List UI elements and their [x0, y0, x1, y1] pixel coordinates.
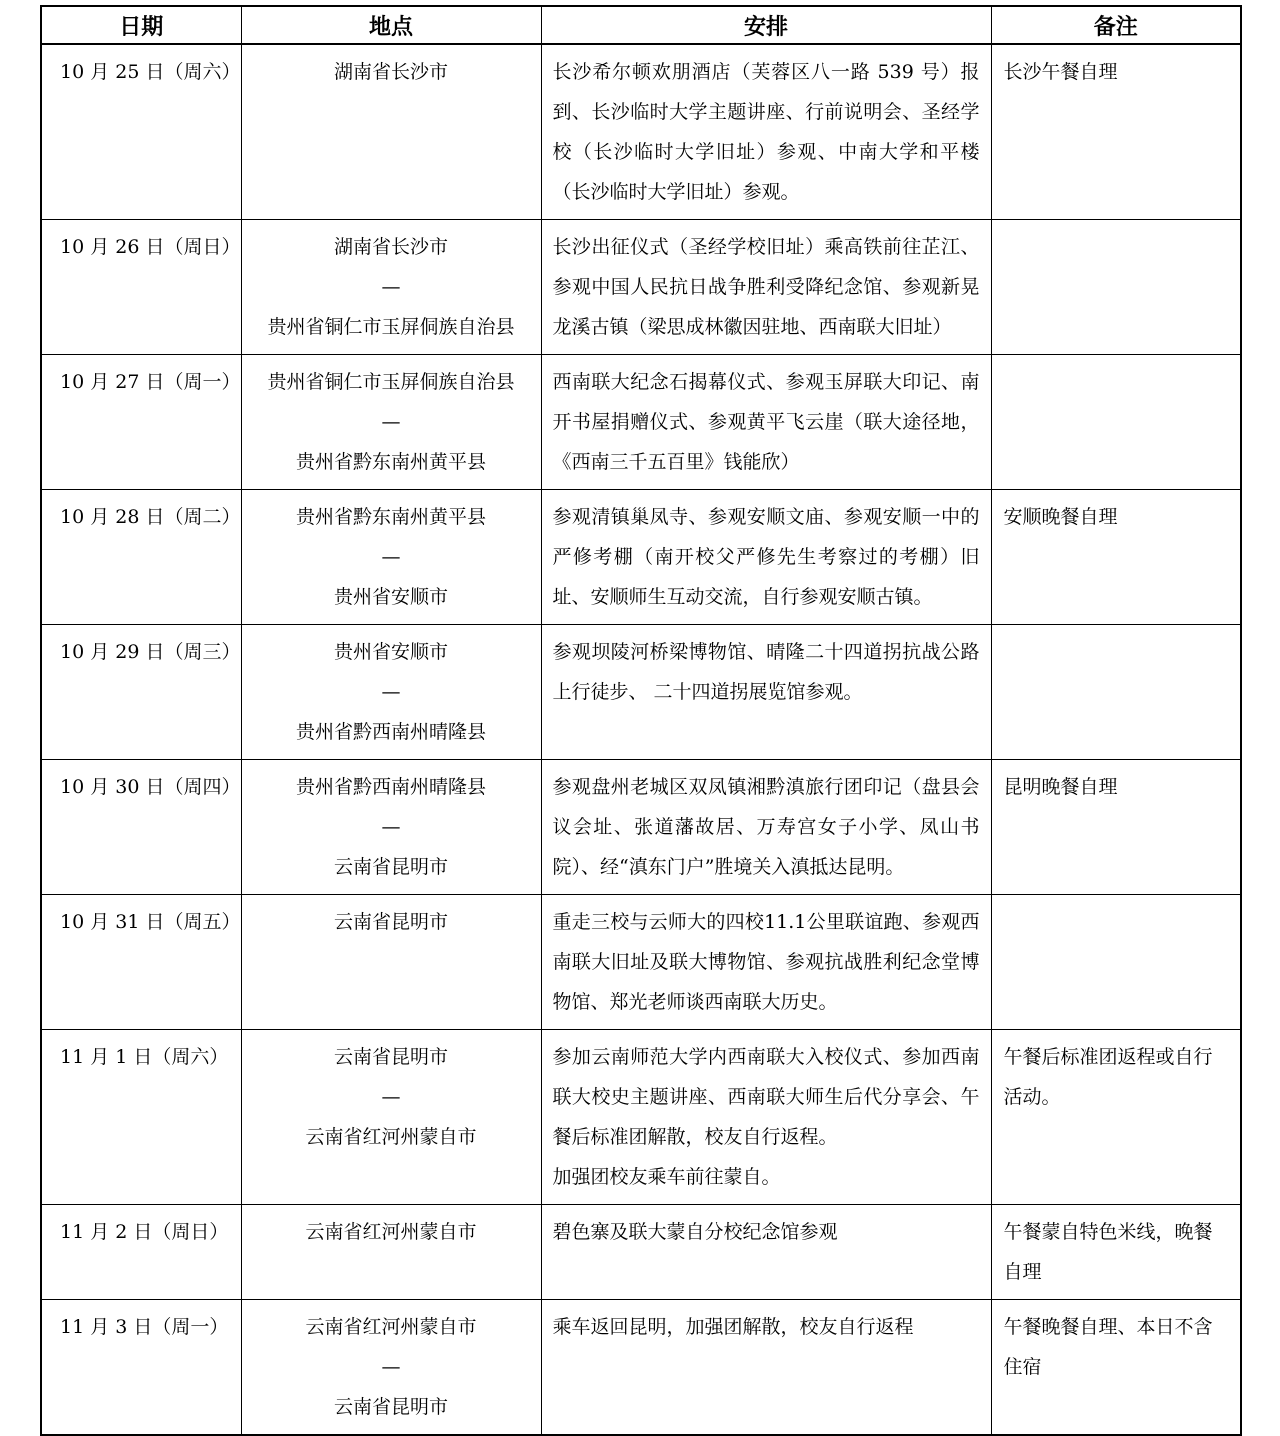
text-line: 贵州省铜仁市玉屏侗族自治县 — [267, 371, 515, 393]
arrangement-cell — [541, 760, 991, 895]
header-arrangement: 安排 — [541, 6, 991, 44]
table-row — [41, 895, 1241, 1030]
arrangement-cell — [541, 220, 991, 355]
text-line: — — [381, 1086, 401, 1108]
header-note: 备注 — [991, 6, 1241, 44]
arrangement-cell — [541, 355, 991, 490]
note-cell — [991, 355, 1241, 490]
text-line: 湖南省长沙市 — [333, 236, 448, 258]
header-location: 地点 — [241, 6, 541, 44]
text-line: 云南省昆明市 — [333, 911, 448, 933]
itinerary-table — [40, 5, 1242, 1436]
arrangement-cell — [541, 895, 991, 1030]
location-cell — [241, 625, 541, 760]
table-row — [41, 1300, 1241, 1436]
location-cell — [241, 1300, 541, 1436]
arrangement-cell — [541, 625, 991, 760]
arrangement-cell — [541, 1205, 991, 1300]
text-line: 云南省昆明市 — [333, 1396, 448, 1418]
table-row — [41, 1205, 1241, 1300]
text-line: 参观坝陵河桥梁博物馆、晴隆二十四道拐抗战公路上行徒步、 二十四道拐展览馆参观。 — [552, 641, 980, 703]
location-cell — [241, 220, 541, 355]
note-cell — [991, 895, 1241, 1030]
text-line: 贵州省安顺市 — [333, 641, 448, 663]
text-line: — — [381, 411, 401, 433]
arrangement-cell — [541, 1300, 991, 1436]
text-line: 乘车返回昆明，加强团解散，校友自行返程 — [552, 1316, 914, 1338]
date-cell: 11 月 3 日（周一） — [41, 1300, 241, 1436]
header-row — [41, 6, 1241, 44]
note-cell: 午餐晚餐自理、本日不含住宿 — [991, 1300, 1241, 1436]
date-cell: 10 月 30 日（周四） — [41, 760, 241, 895]
table-row — [41, 220, 1241, 355]
date-cell: 10 月 26 日（周日） — [41, 220, 241, 355]
location-cell — [241, 1205, 541, 1300]
date-cell: 10 月 27 日（周一） — [41, 355, 241, 490]
text-line: 重走三校与云师大的四校11.1公里联谊跑、参观西南联大旧址及联大博物馆、参观抗战胜利纪念堂博物馆、郑光老师谈西南联大历史。 — [552, 911, 980, 1013]
date-cell: 10 月 31 日（周五） — [41, 895, 241, 1030]
text-line: 云南省红河州蒙自市 — [305, 1221, 477, 1243]
note-cell: 午餐后标准团返程或自行活动。 — [991, 1030, 1241, 1205]
note-cell: 午餐蒙自特色米线，晚餐自理 — [991, 1205, 1241, 1300]
arrangement-cell — [541, 44, 991, 220]
text-line: 贵州省安顺市 — [333, 586, 448, 608]
location-cell — [241, 44, 541, 220]
text-line: — — [381, 681, 401, 703]
document-page — [40, 5, 1240, 1436]
date-cell: 10 月 28 日（周二） — [41, 490, 241, 625]
date-cell: 11 月 1 日（周六） — [41, 1030, 241, 1205]
text-line: 加强团校友乘车前往蒙自。 — [552, 1166, 781, 1188]
text-line: — — [381, 1356, 401, 1378]
text-line: 云南省红河州蒙自市 — [305, 1316, 477, 1338]
location-cell — [241, 355, 541, 490]
note-cell — [991, 625, 1241, 760]
text-line: 长沙出征仪式（圣经学校旧址）乘高铁前往芷江、参观中国人民抗日战争胜利受降纪念馆、参观新晃龙溪古镇（梁思成林徽因驻地、西南联大旧址） — [552, 236, 980, 338]
table-row — [41, 625, 1241, 760]
date-cell: 11 月 2 日（周日） — [41, 1205, 241, 1300]
text-line: 参观盘州老城区双凤镇湘黔滇旅行团印记（盘县会议会址、张道藩故居、万寿宫女子小学、凤山书院）、经“滇东门户”胜境关入滇抵达昆明。 — [552, 776, 980, 878]
table-row — [41, 44, 1241, 220]
arrangement-cell — [541, 1030, 991, 1205]
note-cell: 长沙午餐自理 — [991, 44, 1241, 220]
text-line: 云南省昆明市 — [333, 1046, 448, 1068]
arrangement-cell — [541, 490, 991, 625]
text-line: 贵州省黔东南州黄平县 — [295, 506, 486, 528]
text-line: — — [381, 276, 401, 298]
text-line: 长沙希尔顿欢朋酒店（芙蓉区八一路 539 号）报到、长沙临时大学主题讲座、行前说明会、圣经学校（长沙临时大学旧址）参观、中南大学和平楼（长沙临时大学旧址）参观。 — [552, 61, 980, 203]
table-row — [41, 760, 1241, 895]
table-row — [41, 355, 1241, 490]
location-cell — [241, 895, 541, 1030]
location-cell — [241, 760, 541, 895]
text-line: 云南省红河州蒙自市 — [305, 1126, 477, 1148]
location-cell — [241, 490, 541, 625]
text-line: 贵州省黔东南州黄平县 — [295, 451, 486, 473]
header-date: 日期 — [41, 6, 241, 44]
date-cell: 10 月 29 日（周三） — [41, 625, 241, 760]
text-line: 碧色寨及联大蒙自分校纪念馆参观 — [552, 1221, 838, 1243]
text-line: — — [381, 546, 401, 568]
text-line: 参加云南师范大学内西南联大入校仪式、参加西南联大校史主题讲座、西南联大师生后代分享会、午餐后标准团解散，校友自行返程。 — [552, 1046, 980, 1148]
location-cell — [241, 1030, 541, 1205]
date-cell: 10 月 25 日（周六） — [41, 44, 241, 220]
table-row — [41, 490, 1241, 625]
text-line: — — [381, 816, 401, 838]
text-line: 参观清镇巢凤寺、参观安顺文庙、参观安顺一中的严修考棚（南开校父严修先生考察过的考棚）旧址、安顺师生互动交流，自行参观安顺古镇。 — [552, 506, 980, 608]
note-cell: 昆明晚餐自理 — [991, 760, 1241, 895]
text-line: 云南省昆明市 — [333, 856, 448, 878]
text-line: 西南联大纪念石揭幕仪式、参观玉屏联大印记、南开书屋捐赠仪式、参观黄平飞云崖（联大途径地，《西南三千五百里》钱能欣） — [552, 371, 980, 473]
note-cell — [991, 220, 1241, 355]
text-line: 贵州省黔西南州晴隆县 — [295, 721, 486, 743]
table-row — [41, 1030, 1241, 1205]
text-line: 湖南省长沙市 — [333, 61, 448, 83]
text-line: 贵州省铜仁市玉屏侗族自治县 — [267, 316, 515, 338]
text-line: 贵州省黔西南州晴隆县 — [295, 776, 486, 798]
note-cell: 安顺晚餐自理 — [991, 490, 1241, 625]
